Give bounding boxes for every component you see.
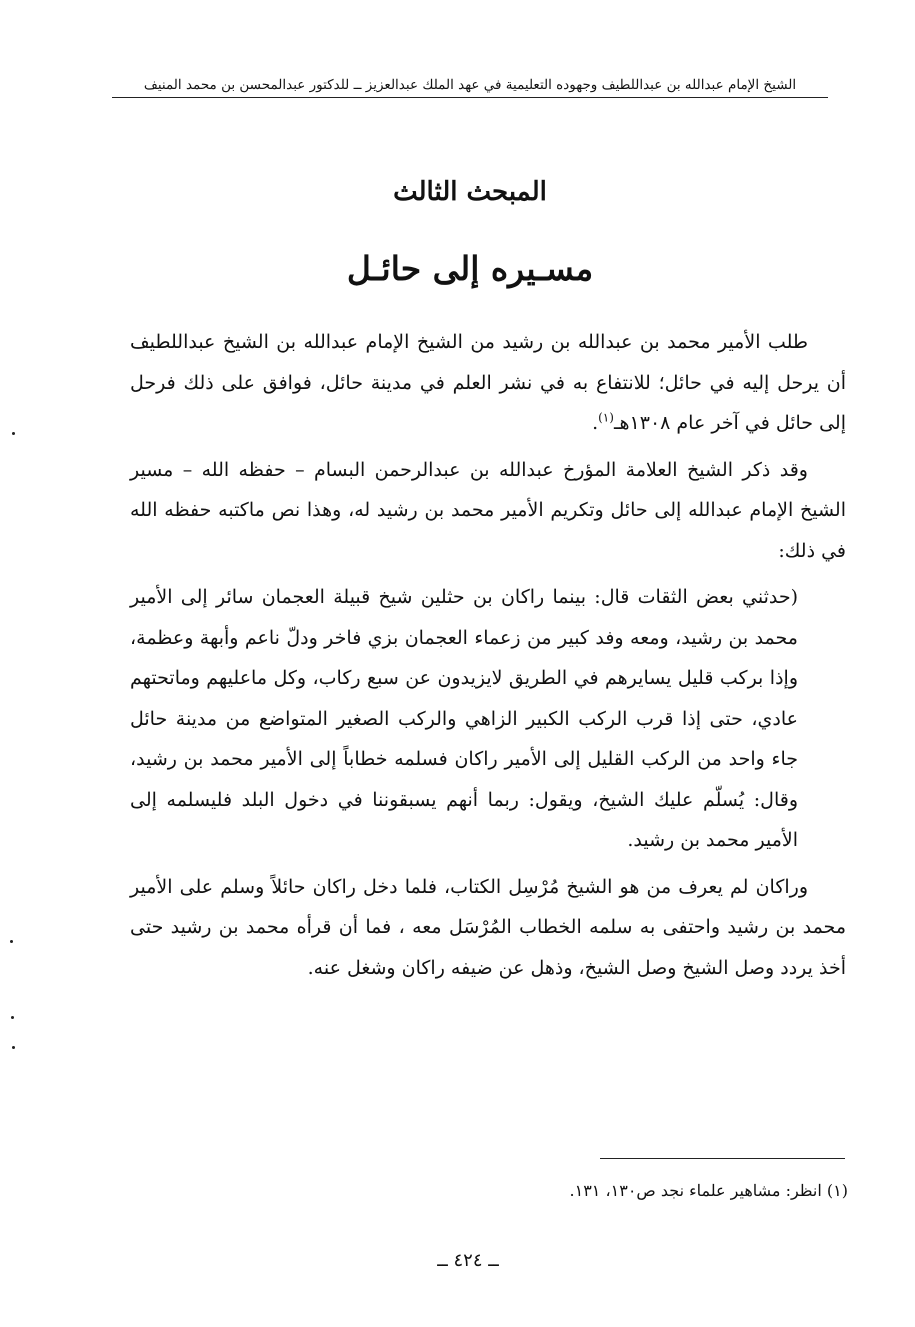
margin-speck bbox=[10, 940, 13, 943]
paragraph-4: وراكان لم يعرف من هو الشيخ مُرْسِل الكتاب، فلما دخل راكان حائلاً وسلم على الأمير محمد بن رشيد واحتفى به سلمه الخطاب المُرْسَل معه ، فما أن قرأه محمد بن رشيد حتى أخذ يردد وصل الشيخ وصل الشيخ، وذهل عن ضيفه راكان وشغل عنه. bbox=[130, 875, 846, 979]
footnote: (١) انظر: مشاهير علماء نجد ص١٣٠، ١٣١. bbox=[569, 1181, 848, 1200]
paragraph-1-end: . bbox=[592, 412, 599, 434]
margin-speck bbox=[12, 432, 15, 435]
chapter-title: مسـيره إلى حائـل bbox=[346, 249, 594, 288]
section-heading: المبحث الثالث bbox=[393, 177, 547, 207]
footnote-reference: (١) bbox=[598, 410, 614, 425]
body-text bbox=[130, 322, 846, 994]
header-rule bbox=[112, 97, 828, 98]
paragraph-3-quote: (حدثني بعض الثقات قال: بينما راكان بن حثلين شيخ قبيلة العجمان سائر إلى الأمير محمد بن رشيد، ومعه وفد كبير من زعماء العجمان بزي فاخر ودلّ ناعم وأبهة وعظمة، وإذا بركب قليل يسايرهم في الطريق لايزيدون عن سبع ركاب، وكل ماعليهم وماتحتهم عادي، حتى إذا قرب الركب الكبير الزاهي والركب الصغير المتواضع من مدينة حائل جاء واحد من الركب القليل إلى الأمير راكان فسلمه خطاباً إلى الأمير محمد بن رشيد، وقال: يُسلّم عليك الشيخ، ويقول: ربما أنهم يسبقوننا في دخول البلد فليسلمه إلى الأمير محمد بن رشيد. bbox=[130, 586, 798, 851]
footnote-rule bbox=[600, 1158, 845, 1159]
paragraph-2: وقد ذكر الشيخ العلامة المؤرخ عبدالله بن عبدالرحمن البسام – حفظه الله – مسير الشيخ الإمام عبدالله إلى حائل وتكريم الأمير محمد بن رشيد له، وهذا نص ماكتبه حفظه الله في ذلك: bbox=[130, 458, 846, 562]
running-header: الشيخ الإمام عبدالله بن عبداللطيف وجهوده التعليمية في عهد الملك عبدالعزيز ــ للدكتور عبدالمحسن بن محمد المنيف bbox=[143, 77, 797, 93]
paragraph-1-text: طلب الأمير محمد بن عبدالله بن رشيد من الشيخ الإمام عبدالله بن الشيخ عبداللطيف أن يرحل إليه في حائل؛ للانتفاع به في نشر العلم في مدينة حائل، فوافق على ذلك فرحل إلى حائل في آخر عام ١٣٠٨هـ bbox=[130, 331, 846, 434]
paragraph-1 bbox=[130, 322, 846, 444]
page-number: ــ ٤٢٤ ــ bbox=[437, 1250, 499, 1271]
margin-speck bbox=[12, 1046, 15, 1049]
margin-speck bbox=[11, 1016, 14, 1019]
